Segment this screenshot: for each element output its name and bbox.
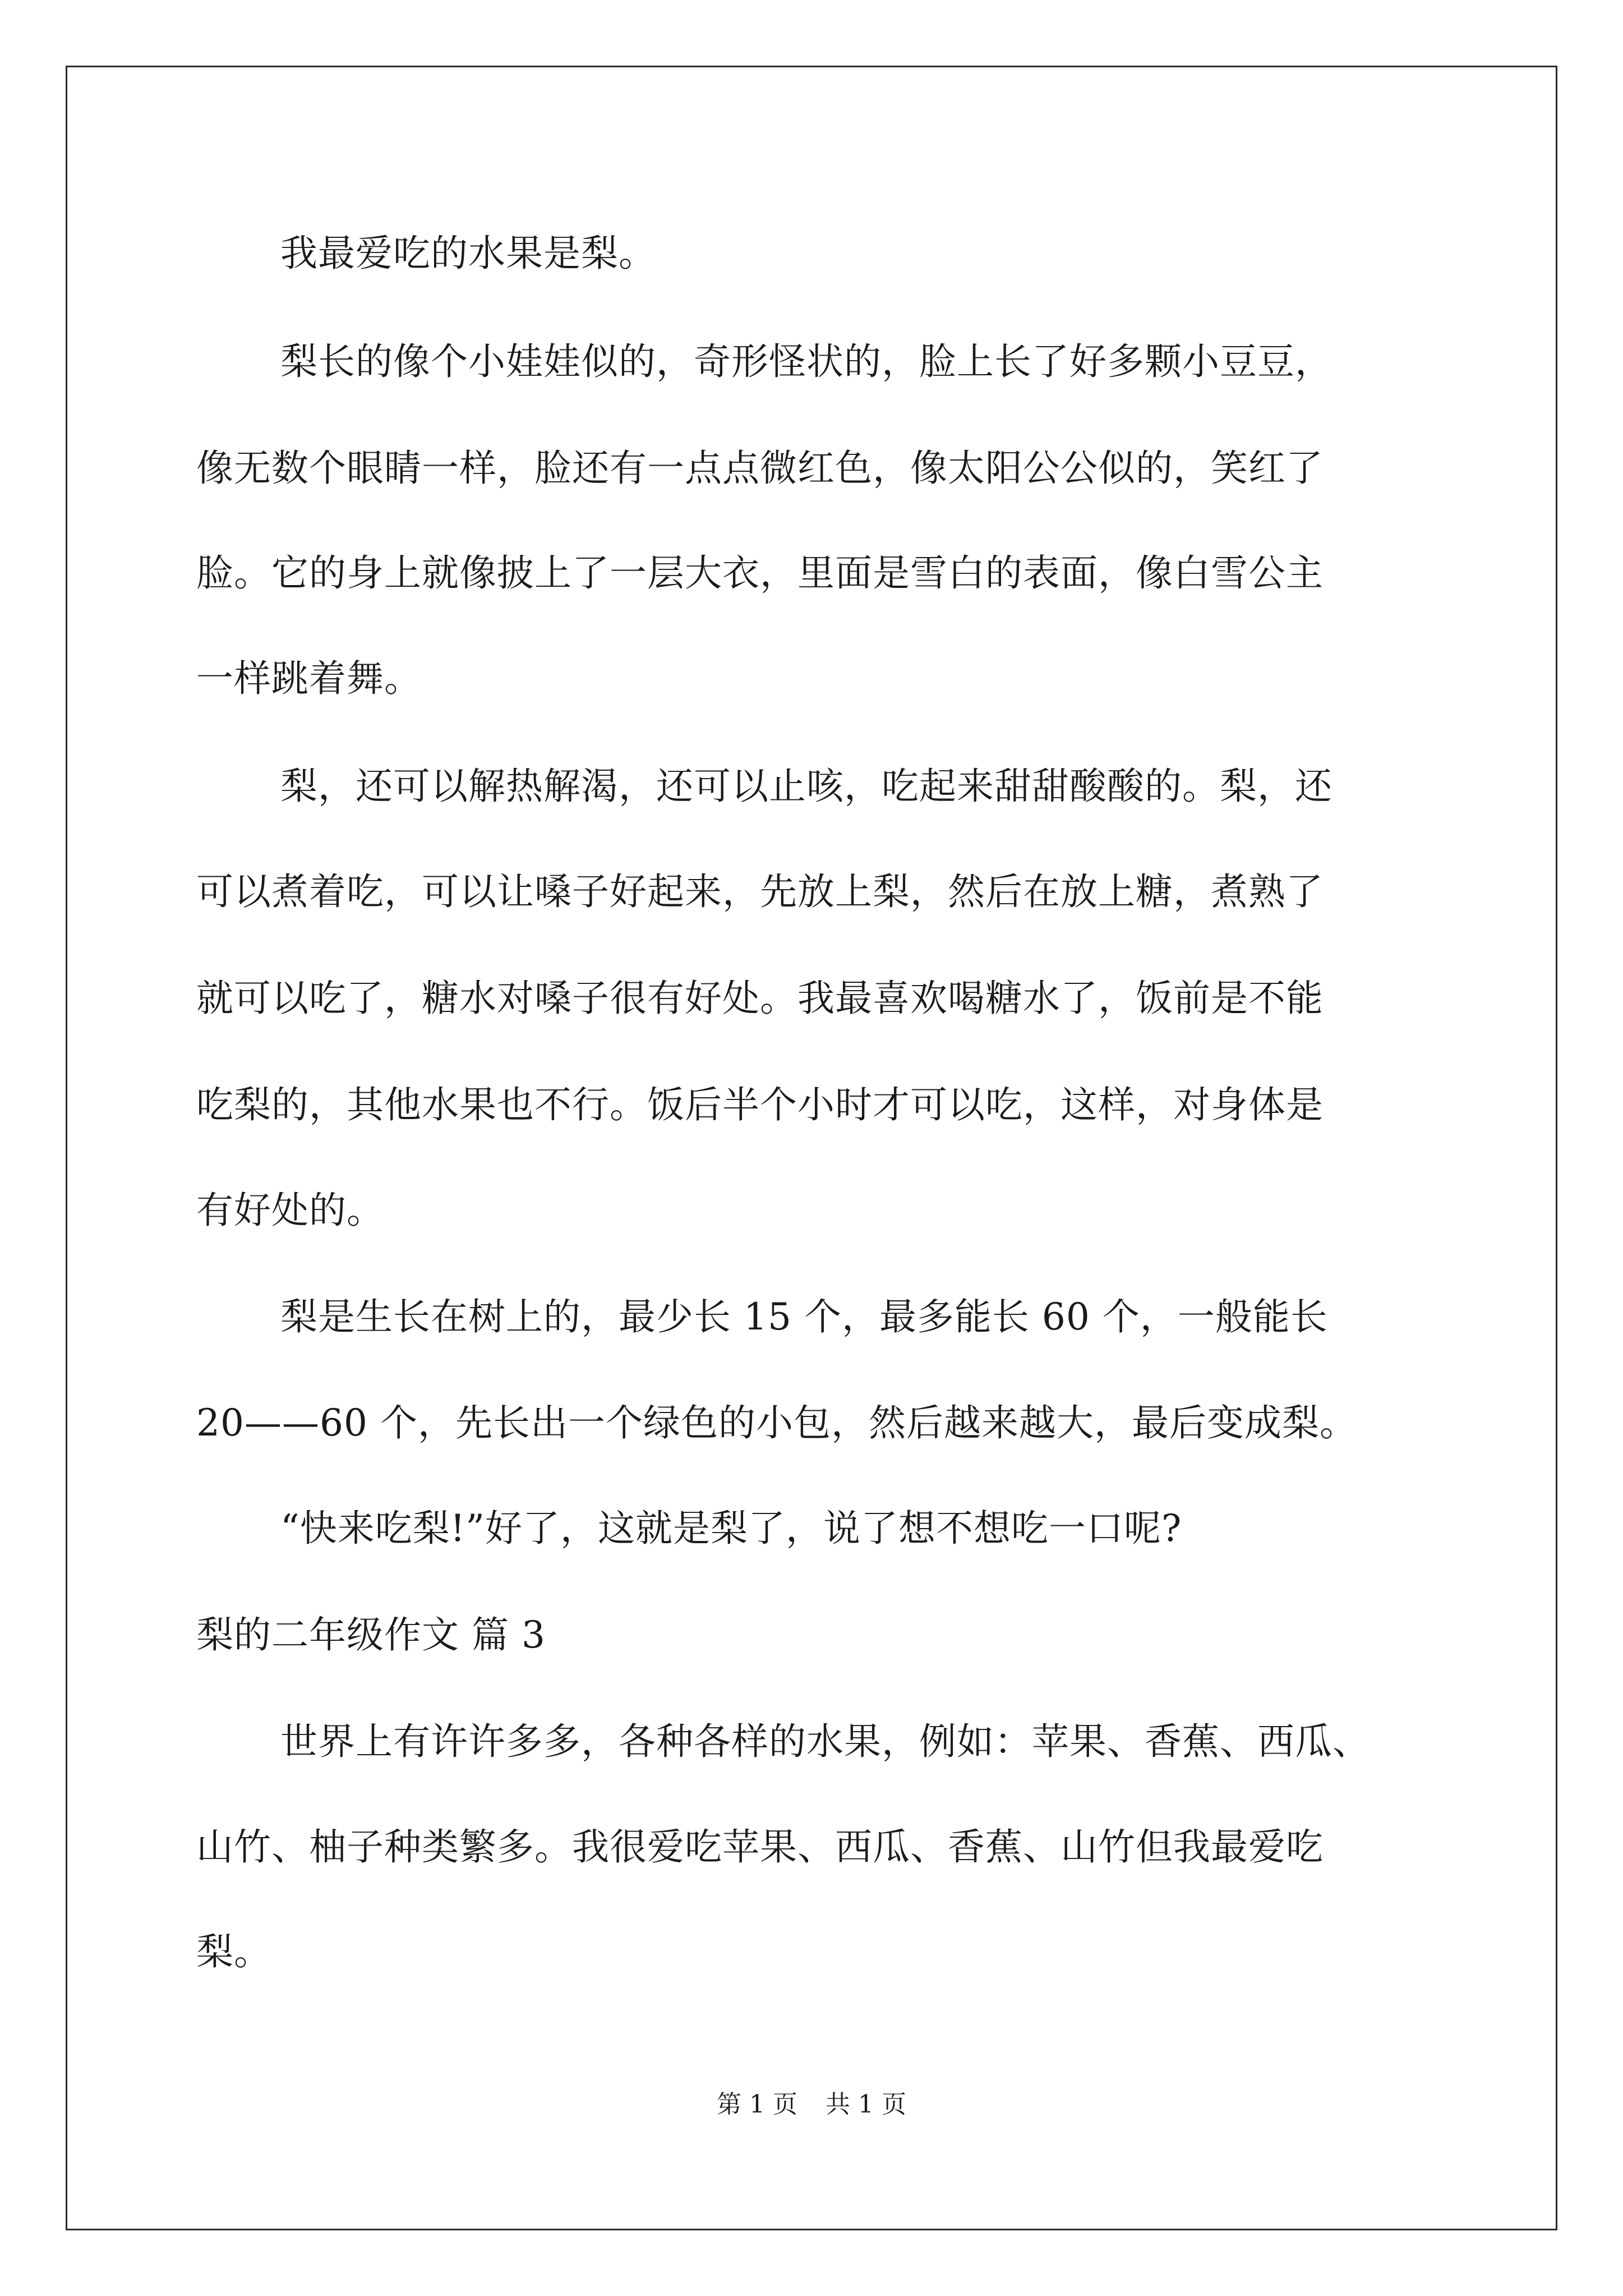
paragraph-line: 就可以吃了，糖水对嗓子很有好处。我最喜欢喝糖水了，饭前是不能 bbox=[196, 977, 1324, 1020]
page-border bbox=[66, 66, 1557, 2230]
paragraph-line: 可以煮着吃，可以让嗓子好起来，先放上梨，然后在放上糖，煮熟了 bbox=[196, 870, 1324, 913]
paragraph-line: 我最爱吃的水果是梨。 bbox=[280, 232, 656, 275]
paragraph-line: 梨长的像个小娃娃似的，奇形怪状的，脸上长了好多颗小豆豆， bbox=[280, 340, 1332, 383]
paragraph-line: “快来吃梨!”好了，这就是梨了，说了想不想吃一口呢? bbox=[280, 1507, 1182, 1550]
paragraph-line: 一样跳着舞。 bbox=[196, 657, 422, 700]
paragraph-line: 山竹、柚子种类繁多。我很爱吃苹果、西瓜、香蕉、山竹但我最爱吃 bbox=[196, 1825, 1324, 1869]
page-number: 第 1 页 bbox=[717, 2090, 797, 2119]
paragraph-line: 像无数个眼睛一样，脸还有一点点微红色，像太阳公公似的，笑红了 bbox=[196, 447, 1324, 490]
paragraph-line: 梨。 bbox=[196, 1930, 271, 1973]
paragraph-line: 梨，还可以解热解渴，还可以止咳，吃起来甜甜酸酸的。梨，还 bbox=[280, 765, 1332, 808]
paragraph-line: 脸。它的身上就像披上了一层大衣，里面是雪白的表面，像白雪公主 bbox=[196, 551, 1324, 595]
section-heading: 梨的二年级作文 篇 3 bbox=[196, 1613, 546, 1657]
paragraph-line: 20——60 个，先长出一个绿色的小包，然后越来越大，最后变成梨。 bbox=[196, 1401, 1357, 1444]
paragraph-line: 梨是生长在树上的，最少长 15 个，最多能长 60 个，一般能长 bbox=[280, 1295, 1328, 1338]
page-total: 共 1 页 bbox=[826, 2090, 906, 2119]
paragraph-line: 世界上有许许多多，各种各样的水果，例如：苹果、香蕉、西瓜、 bbox=[280, 1720, 1370, 1763]
page-footer bbox=[0, 2088, 1623, 2122]
paragraph-line: 有好处的。 bbox=[196, 1189, 384, 1232]
paragraph-line: 吃梨的，其他水果也不行。饭后半个小时才可以吃，这样，对身体是 bbox=[196, 1083, 1324, 1126]
